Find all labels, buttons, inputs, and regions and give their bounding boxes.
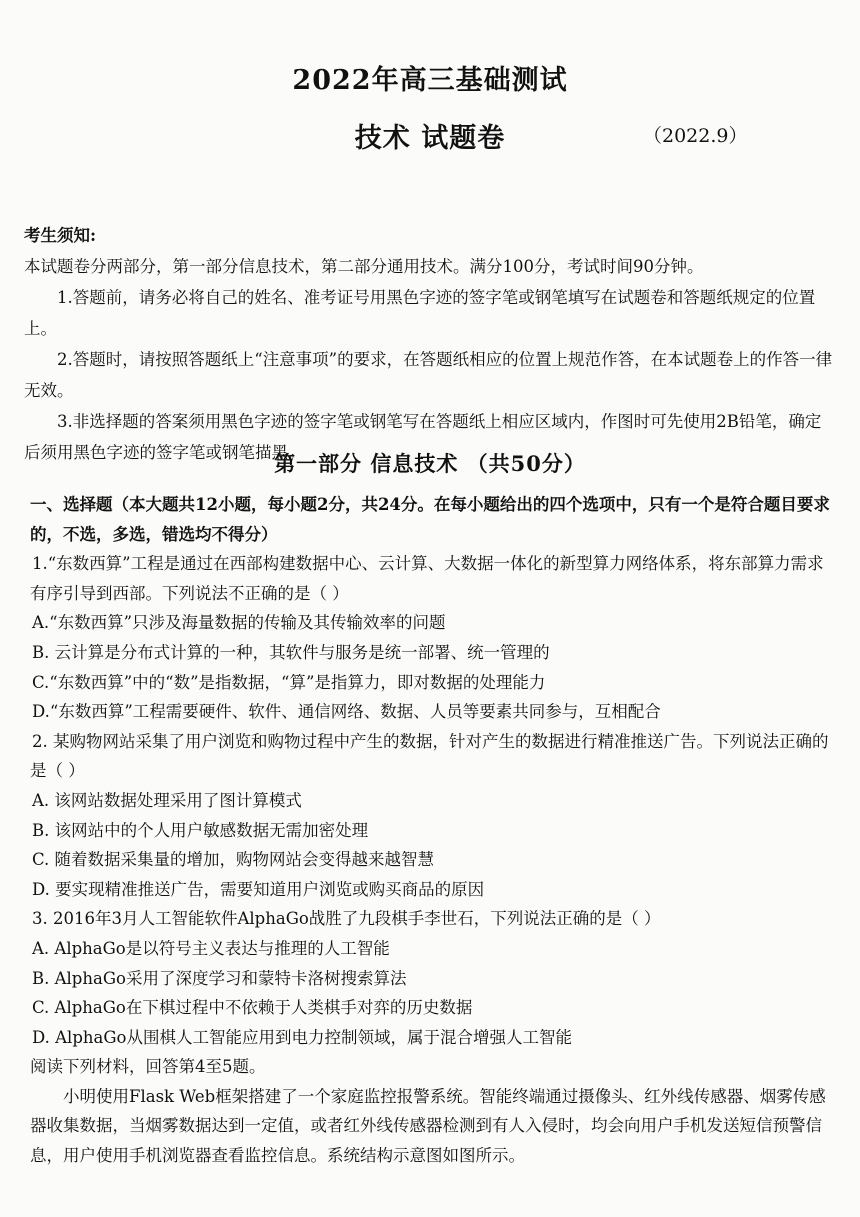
question-3-stem: 3. 2016年3月人工智能软件AlphaGo战胜了九段棋手李世石，下列说法正确的是（ ）	[32, 909, 661, 929]
reading-intro: 阅读下列材料，回答第4至5题。	[30, 1057, 266, 1077]
notice-line: 1.答题前，请务必将自己的姓名、准考证号用黑色字迹的签字笔或钢笔填写在试题卷和答题纸规定的位置上。	[24, 288, 816, 338]
question-2-option-b: B. 该网站中的个人用户敏感数据无需加密处理	[32, 820, 369, 840]
page-subtitle: 技术 试题卷	[354, 123, 506, 154]
question-1-option-b: B. 云计算是分布式计算的一种，其软件与服务是统一部署、统一管理的	[32, 642, 550, 662]
notice-line: 本试题卷分两部分，第一部分信息技术，第二部分通用技术。满分100分，考试时间90分钟。	[24, 257, 704, 276]
question-3-option-d: D. AlphaGo从围棋人工智能应用到电力控制领域，属于混合增强人工智能	[32, 1027, 572, 1047]
question-1-option-d: D.“东数西算”工程需要硬件、软件、通信网络、数据、人员等要素共同参与，互相配合	[32, 702, 661, 722]
question-2-option-a: A. 该网站数据处理采用了图计算模式	[32, 790, 302, 810]
notice-line: 3.非选择题的答案须用黑色字迹的签字笔或钢笔写在答题纸上相应区域内，作图时可先使用2B铅笔，确定后须用黑色字迹的签字笔或钢笔描黑。	[24, 412, 822, 462]
question-3-option-a: A. AlphaGo是以符号主义表达与推理的人工智能	[32, 938, 390, 958]
question-2-stem: 2. 某购物网站采集了用户浏览和购物过程中产生的数据，针对产生的数据进行精准推送广告。下列说法正确的是（ ）	[30, 731, 829, 781]
question-list	[30, 490, 830, 1171]
notice-heading: 考生须知:	[24, 226, 97, 245]
notice-line: 2.答题时，请按照答题纸上“注意事项”的要求，在答题纸相应的位置上规范作答，在本试题卷上的作答一律无效。	[24, 350, 833, 400]
page-title: 2022年高三基础测试	[292, 65, 568, 96]
question-2-option-d: D. 要实现精准推送广告，需要知道用户浏览或购买商品的原因	[32, 879, 485, 899]
reading-material: 小明使用Flask Web框架搭建了一个家庭监控报警系统。智能终端通过摄像头、红外线传感器、烟雾传感器收集数据，当烟雾数据达到一定值，或者红外线传感器检测到有人入侵时，均会向用户手机发送短信预警信息，用户使用手机浏览器查看监控信息。系统结构示意图如图所示。	[30, 1086, 826, 1166]
section-title: 第一部分 信息技术 （共50分）	[274, 451, 586, 476]
exam-date: （2022.9）	[643, 125, 748, 147]
question-1-option-a: A.“东数西算”只涉及海量数据的传输及其传输效率的问题	[32, 613, 446, 633]
question-1-option-c: C.“东数西算”中的“数”是指数据，“算”是指算力，即对数据的处理能力	[32, 672, 546, 692]
question-2-option-c: C. 随着数据采集量的增加，购物网站会变得越来越智慧	[32, 850, 435, 870]
candidate-notice	[24, 220, 836, 468]
question-3-option-c: C. AlphaGo在下棋过程中不依赖于人类棋手对弈的历史数据	[32, 998, 473, 1018]
choice-section-intro: 一、选择题（本大题共12小题，每小题2分，共24分。在每小题给出的四个选项中，只有一个是符合题目要求的，不选，多选，错选均不得分）	[30, 495, 830, 544]
question-3-option-b: B. AlphaGo采用了深度学习和蒙特卡洛树搜索算法	[32, 968, 407, 988]
question-1-stem: 1.“东数西算”工程是通过在西部构建数据中心、云计算、大数据一体化的新型算力网络体系，将东部算力需求有序引导到西部。下列说法不正确的是（ ）	[30, 554, 824, 603]
